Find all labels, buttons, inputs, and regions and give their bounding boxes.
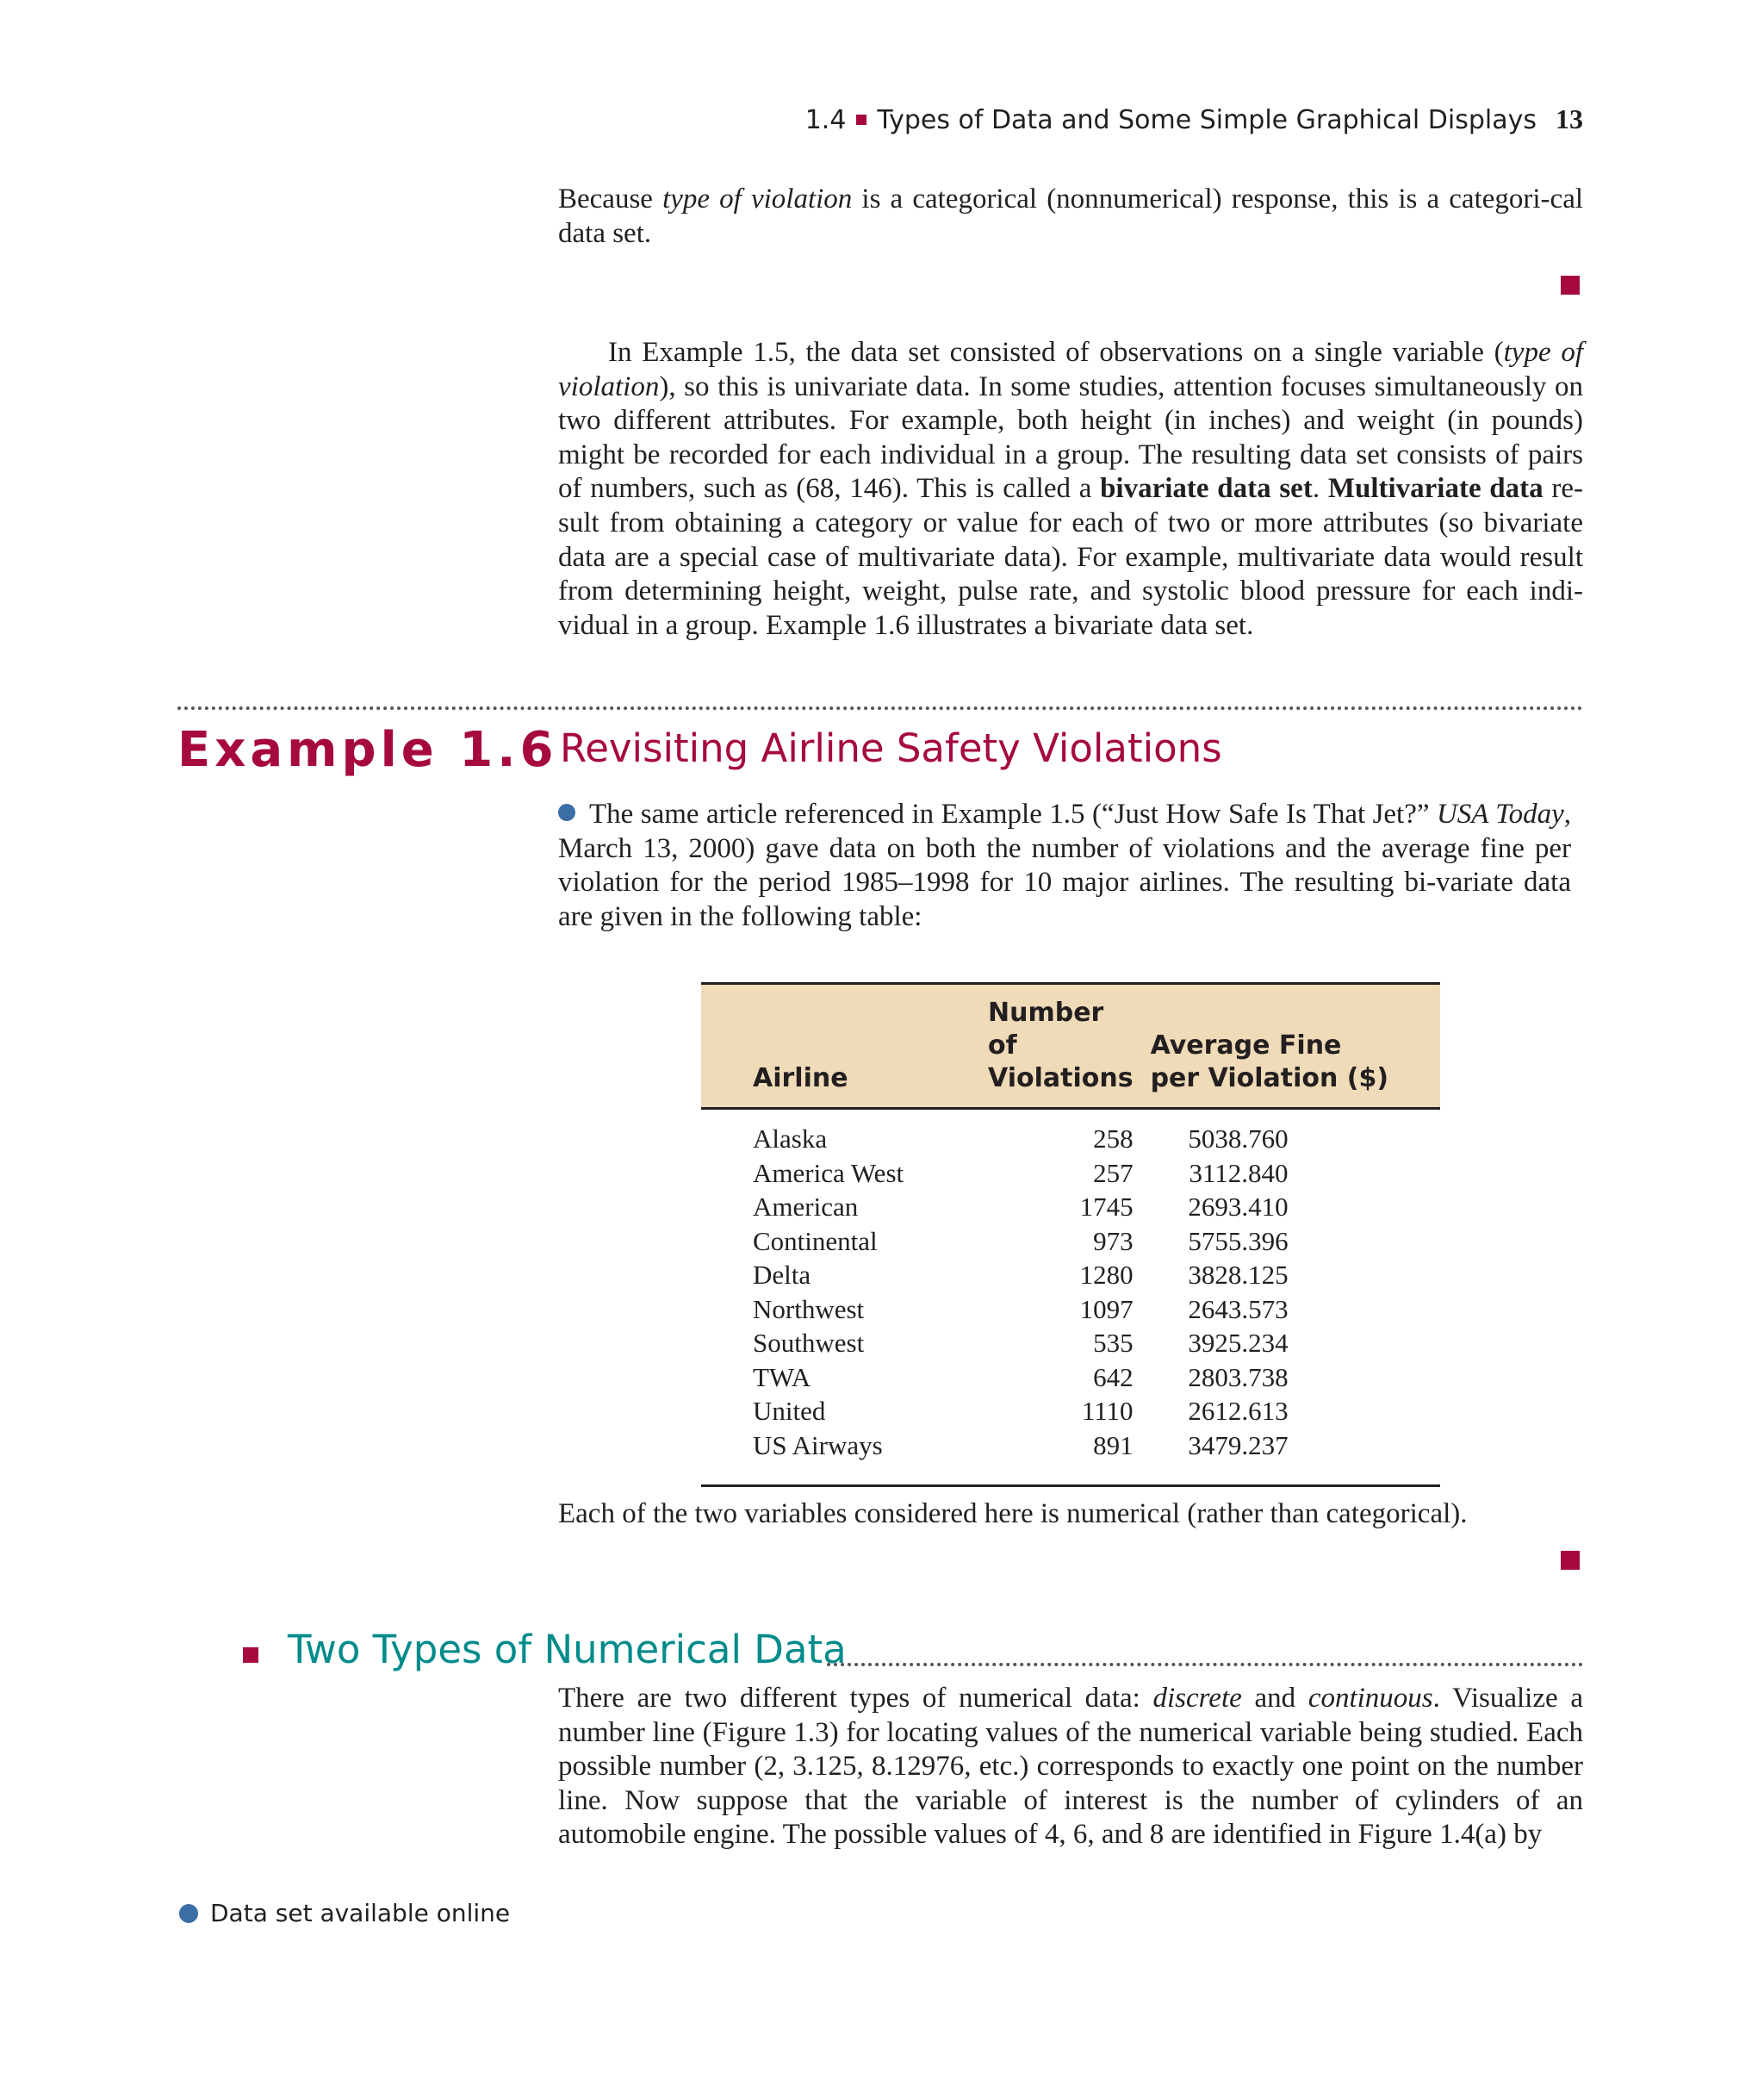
column-header-airline: Airline bbox=[701, 984, 964, 1109]
column-header-violations: Number of Violations bbox=[964, 984, 1134, 1109]
table-header-row bbox=[701, 984, 1440, 1109]
average-fine-cell: 2693.410 bbox=[1188, 1192, 1289, 1222]
example-paragraph-1-text: The same article referenced in Example 1.5 (“Just How Safe Is That Jet?” USA Today, March 13, 2000) gave data on both the number of violations and the average fine per violation for the period 1985–1998 for 10 major airlines. The resulting bi-variate data are given in the following table: bbox=[558, 799, 1571, 932]
table-row bbox=[701, 1428, 1440, 1486]
average-fine-cell: 2643.573 bbox=[1188, 1293, 1289, 1324]
table-row bbox=[701, 1258, 1440, 1292]
violations-cell: 1097 bbox=[1079, 1293, 1134, 1324]
table-row bbox=[701, 1292, 1440, 1327]
airline-cell: Southwest bbox=[753, 1328, 865, 1358]
example-label: Example 1.6 bbox=[177, 722, 558, 778]
table-row bbox=[701, 1394, 1440, 1428]
average-fine-cell: 3112.840 bbox=[1189, 1157, 1289, 1188]
example-paragraph-2 bbox=[558, 1497, 1583, 1532]
violations-cell: 535 bbox=[1093, 1328, 1134, 1358]
footnote-text: Data set available online bbox=[210, 1899, 511, 1927]
average-fine-cell: 3828.125 bbox=[1188, 1260, 1289, 1290]
airline-cell: TWA bbox=[753, 1361, 811, 1392]
data-set-online-icon bbox=[179, 1904, 198, 1923]
page-number: 13 bbox=[1556, 103, 1583, 134]
violations-cell: 1110 bbox=[1081, 1396, 1134, 1426]
airline-cell: America West bbox=[753, 1157, 904, 1188]
example-paragraph-1 bbox=[558, 798, 1571, 934]
airline-cell: American bbox=[753, 1192, 859, 1222]
airline-cell: Alaska bbox=[753, 1123, 828, 1154]
example-divider-rule bbox=[177, 706, 1583, 710]
violations-cell: 973 bbox=[1093, 1225, 1134, 1256]
table-body bbox=[701, 1109, 1440, 1486]
example-end-square-icon bbox=[1561, 276, 1580, 295]
footnote bbox=[179, 1899, 510, 1927]
airline-cell: Northwest bbox=[753, 1293, 865, 1324]
violations-cell: 257 bbox=[1093, 1157, 1134, 1188]
table-row bbox=[701, 1190, 1440, 1224]
example-paragraph-2-text: Each of the two variables considered here is numerical (rather than categorical). bbox=[558, 1498, 1468, 1529]
intro-paragraph-2-text: In Example 1.5, the data set consisted of observations on a single variable (type of violation), so this is univariate data. In some studies, attention focuses simultaneously on two different attributes. For example, both height (in inches) and weight (in pounds) might be recorded for each individual in a group. The resulting data set consists of pairs of numbers, such as (68, 146). This is called a bivariate data set. Multivariate data re-sult from obtaining a category or value for each of two or more attributes (so bivariate data are a special case of multivariate data). For example, multivariate data would result from determining height, weight, pulse rate, and systolic blood pressure for each indi-vidual in a group. Example 1.6 illustrates a bivariate data set. bbox=[558, 337, 1584, 641]
intro-paragraph-1-text: Because type of violation is a categorical (nonnumerical) response, this is a categori-cal data set. bbox=[558, 184, 1584, 249]
intro-paragraph-1 bbox=[558, 183, 1583, 251]
header-square-icon bbox=[856, 115, 866, 125]
airline-cell: US Airways bbox=[753, 1429, 883, 1460]
section-paragraph-1 bbox=[558, 1682, 1583, 1852]
airline-cell: United bbox=[753, 1396, 826, 1426]
section-dotted-leader bbox=[827, 1663, 1583, 1666]
violations-cell: 258 bbox=[1093, 1123, 1134, 1154]
column-header-average-fine: Average Fine per Violation ($) bbox=[1134, 984, 1440, 1109]
table-row bbox=[701, 1156, 1440, 1191]
example-end-square-icon-2 bbox=[1561, 1551, 1580, 1570]
airline-cell: Continental bbox=[753, 1225, 878, 1256]
average-fine-cell: 2612.613 bbox=[1188, 1396, 1289, 1426]
table-row bbox=[701, 1224, 1440, 1259]
header-title: Types of Data and Some Simple Graphical Displays bbox=[877, 105, 1537, 135]
section-paragraph-1-text: There are two different types of numerical data: discrete and continuous. Visualize a number line (Figure 1.3) for locating values of the numerical variable being studied. Each possible number (2, 3.125, 8.12976, etc.) corresponds to exactly one point on the number line. Now suppose that the variable of interest is the number of cylinders of an automobile engine. The possible values of 4, 6, and 8 are identified in Figure 1.4(a) by bbox=[558, 1683, 1583, 1851]
violations-cell: 642 bbox=[1093, 1361, 1134, 1392]
header-section-number: 1.4 bbox=[804, 105, 847, 135]
intro-paragraph-2 bbox=[558, 336, 1583, 643]
average-fine-cell: 5755.396 bbox=[1188, 1225, 1289, 1256]
average-fine-cell: 3925.234 bbox=[1188, 1328, 1289, 1358]
table-row bbox=[701, 1326, 1440, 1360]
section-title: Two Types of Numerical Data bbox=[288, 1627, 847, 1672]
average-fine-cell: 2803.738 bbox=[1188, 1361, 1289, 1392]
table-row bbox=[701, 1109, 1440, 1156]
average-fine-cell: 5038.760 bbox=[1188, 1123, 1289, 1154]
data-set-online-bullet-icon bbox=[558, 804, 575, 821]
airline-cell: Delta bbox=[753, 1260, 811, 1290]
running-header bbox=[805, 103, 1583, 135]
section-square-icon bbox=[243, 1647, 258, 1663]
table-row bbox=[701, 1360, 1440, 1395]
violations-cell: 1280 bbox=[1079, 1260, 1134, 1290]
airline-violations-table bbox=[701, 982, 1440, 1487]
example-title: Revisiting Airline Safety Violations bbox=[560, 725, 1222, 771]
violations-cell: 1745 bbox=[1079, 1192, 1134, 1222]
violations-cell: 891 bbox=[1093, 1429, 1134, 1460]
average-fine-cell: 3479.237 bbox=[1188, 1429, 1289, 1460]
